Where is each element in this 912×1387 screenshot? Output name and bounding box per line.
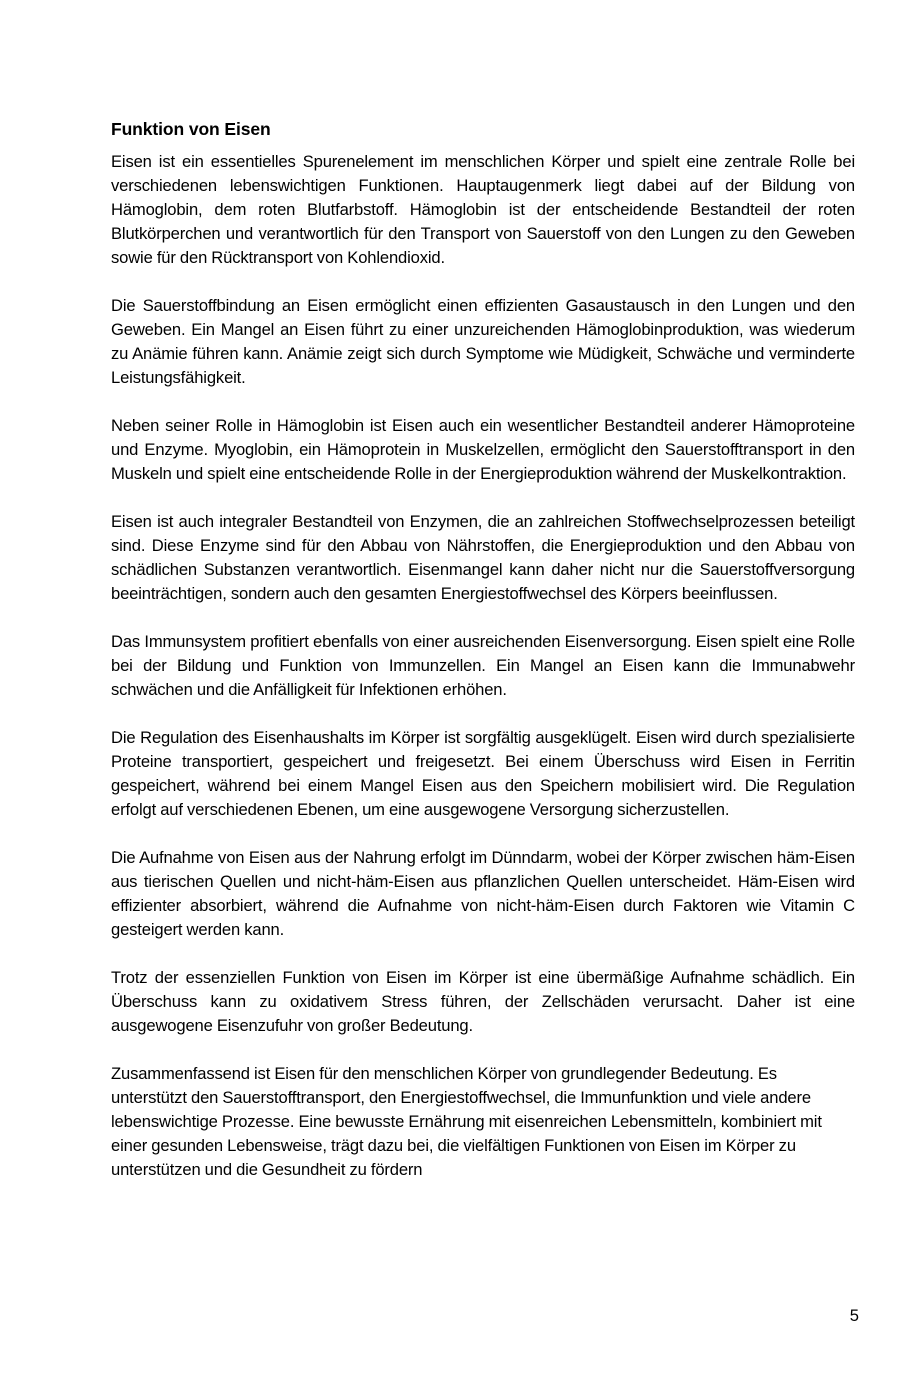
paragraph-excess: Trotz der essenziellen Funktion von Eisen im Körper ist eine übermäßige Aufnahme schädlich. Ein Überschuss kann zu oxidativem Stress führen, der Zellschäden verursacht. Daher ist eine ausgewogene Eisenzufuhr von großer Bedeutung. bbox=[111, 968, 855, 1035]
paragraph-enzymes: Eisen ist auch integraler Bestandteil von Enzymen, die an zahlreichen Stoffwechselprozessen beteiligt sind. Diese Enzyme sind für den Abbau von Nährstoffen, die Energieproduktion und den Abbau von schädlichen Substanzen verantwortlich. Eisenmangel kann daher nicht nur die Sauerstoffversorgung beeinträchtigen, sondern auch den gesamten Energiestoffwechsel des Körpers beeinflussen. bbox=[111, 512, 855, 603]
page-content bbox=[111, 116, 855, 1182]
paragraph-regulation: Die Regulation des Eisenhaushalts im Körper ist sorgfältig ausgeklügelt. Eisen wird durch spezialisierte Proteine transportiert, gespeichert und freigesetzt. Bei einem Überschuss wird Eisen in Ferritin gespeichert, während bei einem Mangel Eisen aus den Speichern mobilisiert wird. Die Regulation erfolgt auf verschiedenen Ebenen, um eine ausgewogene Versorgung sicherzustellen. bbox=[111, 728, 855, 819]
section-heading: Funktion von Eisen bbox=[111, 119, 271, 139]
paragraph-summary: Zusammenfassend ist Eisen für den menschlichen Körper von grundlegender Bedeutung. Es unterstützt den Sauerstofftransport, den Energiestoffwechsel, die Immunfunktion und viele andere lebenswichtige Prozesse. Eine bewusste Ernährung mit eisenreichen Lebensmitteln, kombiniert mit einer gesunden Lebensweise, trägt dazu bei, die vielfältigen Funktionen von Eisen im Körper zu unterstützen und die Gesundheit zu fördern bbox=[111, 1064, 822, 1179]
paragraph-hemoglobin: Eisen ist ein essentielles Spurenelement im menschlichen Körper und spielt eine zentrale Rolle bei verschiedenen lebenswichtigen Funktionen. Hauptaugenmerk liegt dabei auf der Bildung von Hämoglobin, dem roten Blutfarbstoff. Hämoglobin ist der entscheidende Bestandteil der roten Blutkörperchen und verantwortlich für den Transport von Sauerstoff von den Lungen zu den Geweben sowie für den Rücktransport von Kohlendioxid. bbox=[111, 152, 855, 267]
paragraph-oxygen-binding: Die Sauerstoffbindung an Eisen ermöglicht einen effizienten Gasaustausch in den Lungen und den Geweben. Ein Mangel an Eisen führt zu einer unzureichenden Hämoglobinproduktion, was wiederum zu Anämie führen kann. Anämie zeigt sich durch Symptome wie Müdigkeit, Schwäche und verminderte Leistungsfähigkeit. bbox=[111, 296, 855, 387]
paragraph-immune-system: Das Immunsystem profitiert ebenfalls von einer ausreichenden Eisenversorgung. Eisen spielt eine Rolle bei der Bildung und Funktion von Immunzellen. Ein Mangel an Eisen kann die Immunabwehr schwächen und die Anfälligkeit für Infektionen erhöhen. bbox=[111, 632, 855, 699]
paragraph-absorption: Die Aufnahme von Eisen aus der Nahrung erfolgt im Dünndarm, wobei der Körper zwischen häm-Eisen aus tierischen Quellen und nicht-häm-Eisen aus pflanzlichen Quellen unterscheidet. Häm-Eisen wird effizienter absorbiert, während die Aufnahme von nicht-häm-Eisen durch Faktoren wie Vitamin C gesteigert werden kann. bbox=[111, 848, 855, 939]
page-number: 5 bbox=[849, 1306, 859, 1325]
paragraph-myoglobin: Neben seiner Rolle in Hämoglobin ist Eisen auch ein wesentlicher Bestandteil anderer Hämoproteine und Enzyme. Myoglobin, ein Hämoprotein in Muskelzellen, ermöglicht den Sauerstofftransport in den Muskeln und spielt eine entscheidende Rolle in der Energieproduktion während der Muskelkontraktion. bbox=[111, 416, 855, 483]
